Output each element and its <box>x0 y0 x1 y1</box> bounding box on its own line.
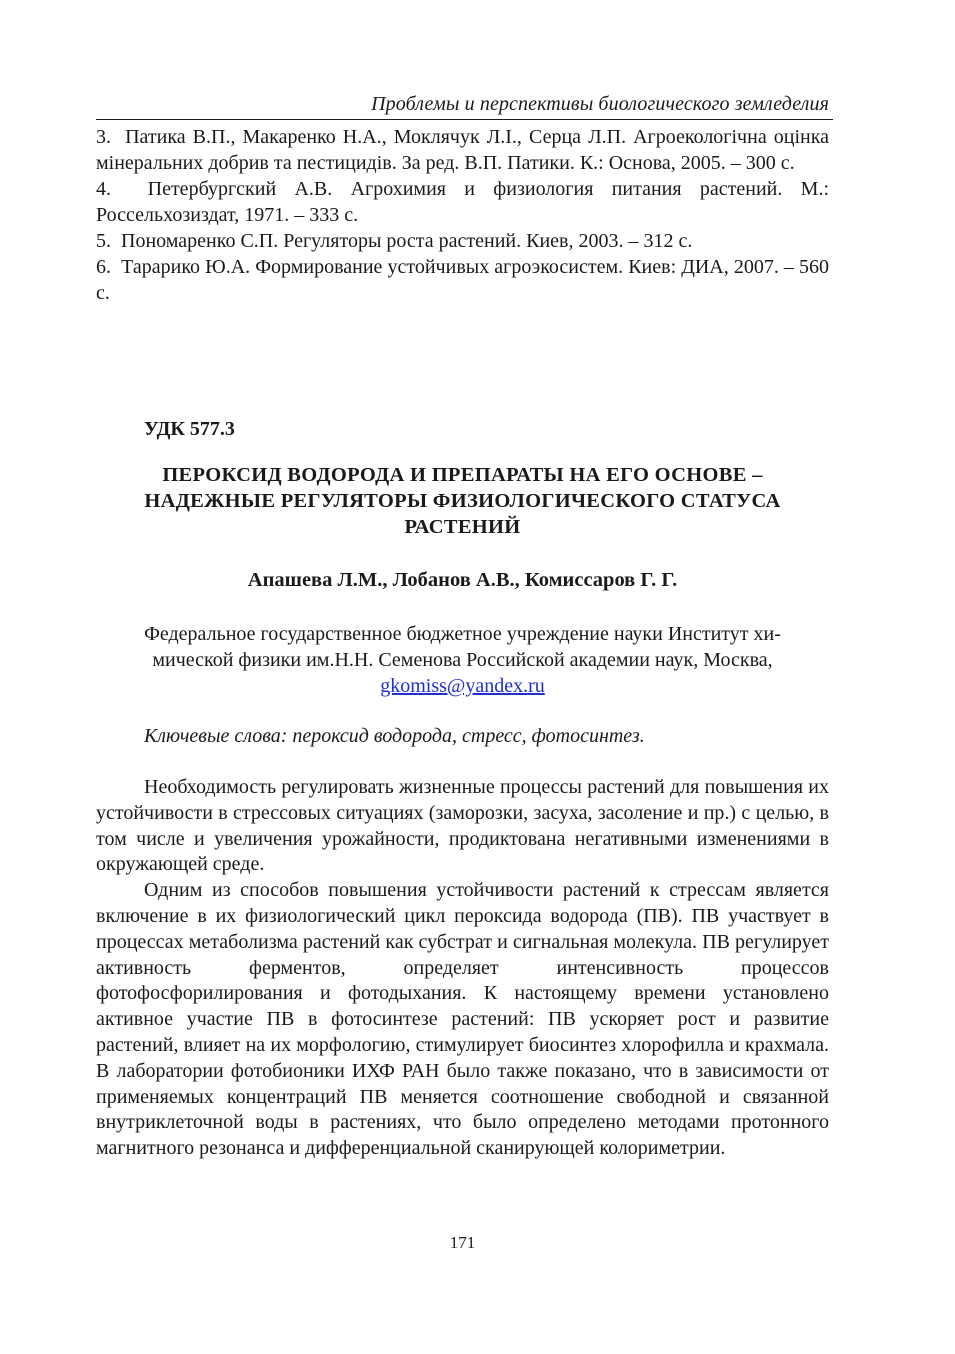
running-header: Проблемы и перспективы биологического земледелия <box>371 93 829 115</box>
affiliation-line: мической физики им.Н.Н. Семенова Российской академии наук, Москва, <box>152 649 773 671</box>
article-authors: Апашева Л.М., Лобанов А.В., Комиссаров Г. Г. <box>247 569 678 591</box>
document-page <box>96 0 831 1354</box>
email-link[interactable]: gkomiss@yandex.ru <box>380 675 545 697</box>
reference-list <box>96 124 829 306</box>
article-body <box>96 775 829 1162</box>
reference-item <box>96 254 829 306</box>
title-line: ПЕРОКСИД ВОДОРОДА И ПРЕПАРАТЫ НА ЕГО ОСНОВЕ – <box>162 464 763 486</box>
reference-number: 6. <box>96 256 111 278</box>
article-title <box>96 462 829 540</box>
page-number: 171 <box>449 1233 476 1252</box>
reference-number: 4. <box>96 178 111 200</box>
title-line: НАДЕЖНЫЕ РЕГУЛЯТОРЫ ФИЗИОЛОГИЧЕСКОГО СТАТУСА <box>144 490 781 512</box>
affiliation-line: Федеральное государственное бюджетное учреждение науки Институт хи- <box>144 623 781 645</box>
body-paragraph: Необходимость регулировать жизненные процессы растений для повышения их устойчивости в стрессовых ситуациях (заморозки, засуха, засоление и пр.) с целью, в том числе и увеличения урожайности, продиктована негативными изменениями в окружающей среде. <box>96 776 829 876</box>
reference-text: Тарарико Ю.А. Формирование устойчивых агроэкосистем. Киев: ДИА, 2007. – 560 с. <box>96 256 829 304</box>
reference-item <box>96 228 829 254</box>
reference-item <box>96 176 829 228</box>
reference-text: Петербургский А.В. Агрохимия и физиология питания растений. М.: Россельхозиздат, 1971. – 333 с. <box>96 178 830 226</box>
affiliation <box>96 621 829 699</box>
reference-number: 3. <box>96 126 111 148</box>
header-rule <box>96 119 833 120</box>
body-paragraph: Одним из способов повышения устойчивости растений к стрессам является включение в их физиологический цикл пероксида водорода (ПВ). ПВ участвует в процессах метаболизма растений как субстрат и сигнальная молекула. ПВ регулирует активность ферментов, определяет интенсивность процессов фотофосфорилирования и фотодыхания. К настоящему времени установлено активное участие ПВ в фотосинтезе растений: ПВ ускоряет рост и развитие растений, влияет на их морфологию, стимулирует биосинтез хлорофилла и крахмала. В лаборатории фотобионики ИХФ РАН было также показано, что в зависимости от применяемых концентраций ПВ меняется соотношение свободной и связанной внутриклеточной воды в растениях, что было определено методами протонного магнитного резонанса и дифференциальной сканирующей колориметрии. <box>96 879 829 1160</box>
reference-number: 5. <box>96 230 111 252</box>
reference-item <box>96 124 829 176</box>
reference-text: Пономаренко С.П. Регуляторы роста растений. Киев, 2003. – 312 с. <box>121 230 693 252</box>
keywords: Ключевые слова: пероксид водорода, стресс, фотосинтез. <box>144 725 645 747</box>
title-line: РАСТЕНИЙ <box>404 516 521 538</box>
reference-text: Патика В.П., Макаренко Н.А., Моклячук Л.І., Серца Л.П. Агроекологічна оцінка мінеральних добрив та пестицидів. За ред. В.П. Патики. К.: Основа, 2005. – 300 с. <box>96 126 829 174</box>
udc-code: УДК 577.3 <box>144 418 235 440</box>
